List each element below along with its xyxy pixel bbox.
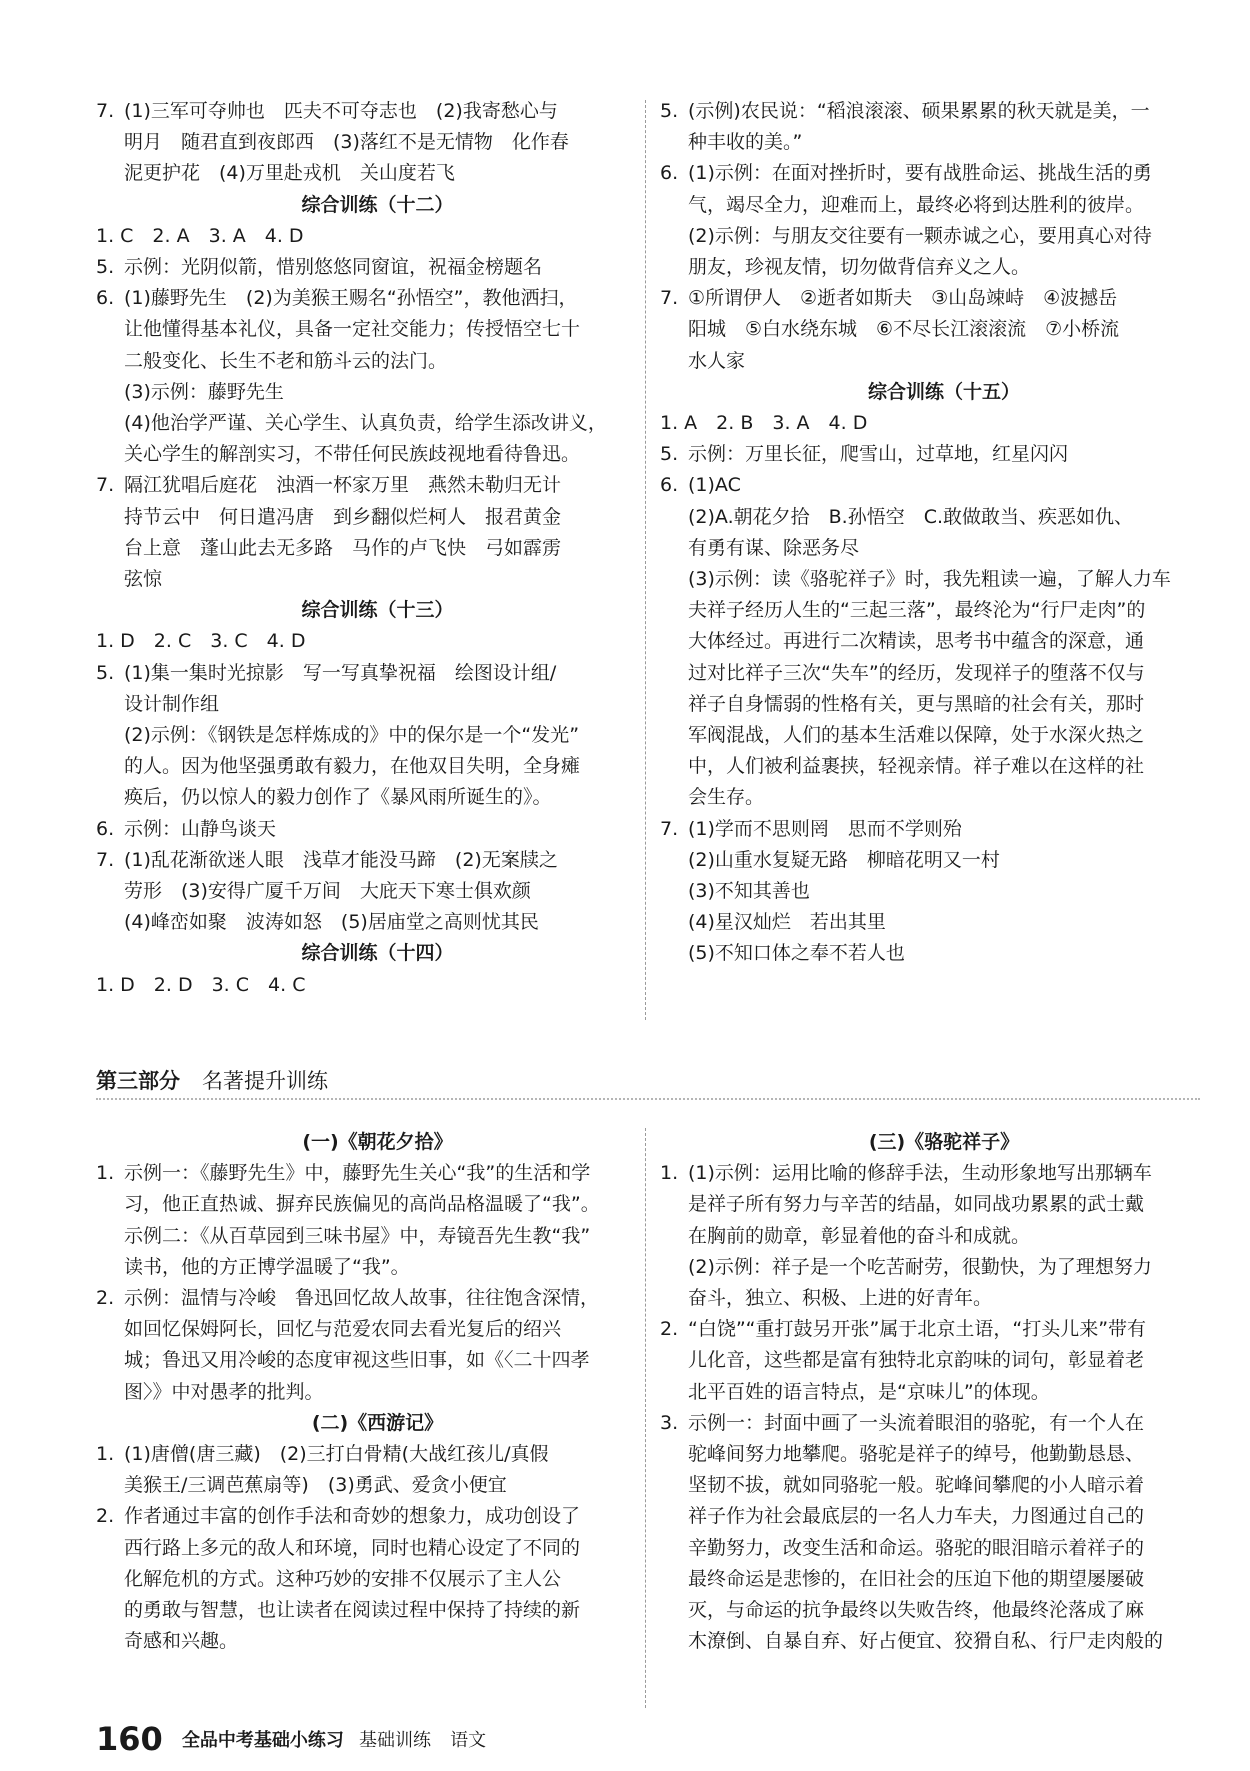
answer-line: 种丰收的美。” — [688, 131, 803, 154]
section-heading: 综合训练（十五） — [867, 380, 1020, 403]
answer-line: 明月 随君直到夜郎西 (3)落红不是无情物 化作春 — [124, 131, 569, 154]
answer-line: 示例二：《从百草园到三味书屋》中，寿镜吾先生教“我” — [124, 1224, 591, 1247]
answer-line: (2)A.朝花夕拾 B.孙悟空 C.敢做敢当、疾恶如仇、 — [688, 505, 1133, 528]
answer-line: (1)三军可夺帅也 匹夫不可夺志也 (2)我寄愁心与 — [124, 100, 558, 122]
answer-text: 示例：光阴似箭，惜别悠悠同窗谊，祝福金榜题名 — [124, 256, 543, 279]
answer-line: (1)示例：运用比喻的修辞手法，生动形象地写出那辆车 — [688, 1162, 1152, 1185]
answer-line: 会生存。 — [688, 786, 765, 809]
answer-line: 北平百姓的语言特点，是“京味儿”的体现。 — [688, 1380, 1050, 1403]
page-number: 160 — [96, 1720, 163, 1758]
answer-line: (1)唐僧(唐三藏) (2)三打白骨精(大战红孩儿/真假 — [124, 1443, 549, 1466]
answer-line: 如回忆保姆阿长，回忆与范爱农同去看光复后的绍兴 — [124, 1318, 562, 1341]
answer-line: (1)藤野先生 (2)为美猴王赐名“孙悟空”，教他洒扫， — [124, 287, 578, 310]
answer-item — [660, 96, 1200, 158]
answer-line: 大体经过。再进行二次精读，思考书中蕴含的深意，通 — [688, 630, 1145, 653]
answer-text — [688, 814, 1200, 970]
section-heading: 综合训练（十四） — [301, 942, 454, 965]
answer-line: (4)他治学严谨、关心学生、认真负责，给学生添改讲义， — [124, 412, 607, 435]
answer-line: 持节云中 何日遣冯唐 到乡翻似烂柯人 报君黄金 — [124, 505, 562, 528]
answer-line: (1)学而不思则罔 思而不学则殆 — [688, 817, 962, 840]
answer-line: 朋友，珍视友情，切勿做背信弃义之人。 — [688, 256, 1031, 279]
answer-line: 设计制作组 — [124, 692, 220, 715]
answer-line: 坚韧不拔，就如同骆驼一般。驼峰间攀爬的小人暗示着 — [688, 1474, 1145, 1497]
answer-number: 1. — [96, 1443, 115, 1466]
answer-choices: 1. D 2. C 3. C 4. D — [96, 630, 306, 653]
answer-number: 6. — [96, 817, 115, 840]
answer-item — [660, 1158, 1200, 1314]
answer-number: 5. — [660, 100, 679, 122]
answer-line: 习，他正直热诚、摒弃民族偏见的高尚品格温暖了“我”。 — [124, 1193, 600, 1216]
part-heading — [96, 1065, 328, 1095]
answer-item — [96, 845, 631, 939]
answer-text — [688, 470, 1200, 813]
answer-line: (3)示例：读《骆驼祥子》时，我先粗读一遍，了解人力车 — [688, 568, 1171, 591]
answer-line: 的人。因为他坚强勇敢有毅力，在他双目失明，全身瘫 — [124, 755, 581, 778]
answer-item — [660, 814, 1200, 970]
answer-line: (示例)农民说：“稻浪滚滚、硕果累累的秋天就是美，一 — [688, 100, 1150, 122]
answer-item — [96, 252, 631, 283]
answer-line: 关心学生的解剖实习，不带任何民族歧视地看待鲁迅。 — [124, 443, 581, 466]
answer-line: 军阀混战，人们的基本生活难以保障，处于水深火热之 — [688, 724, 1145, 747]
answer-line: 示例：温情与冷峻 鲁迅回忆故人故事，往往饱含深情， — [124, 1287, 600, 1310]
answer-line: (2)示例：与朋友交往要有一颗赤诚之心，要用真心对待 — [688, 224, 1152, 247]
answer-line: 西行路上多元的敌人和环境，同时也精心设定了不同的 — [124, 1536, 581, 1559]
answer-line: 辛勤努力，改变生活和命运。骆驼的眼泪暗示着祥子的 — [688, 1536, 1145, 1559]
answer-line: 祥子自身懦弱的性格有关，更与黑暗的社会有关，那时 — [688, 692, 1145, 715]
answer-line: 作者通过丰富的创作手法和奇妙的想象力，成功创设了 — [124, 1505, 581, 1528]
answer-line: 二般变化、长生不老和筋斗云的法门。 — [124, 349, 448, 372]
part-title: 名著提升训练 — [202, 1069, 328, 1093]
answer-line: 示例一：封面中画了一头流着眼泪的骆驼，有一个人在 — [688, 1411, 1145, 1434]
answer-item — [660, 439, 1200, 470]
answer-number: 1. — [96, 1162, 115, 1185]
answer-line: 木潦倒、自暴自弃、好占便宜、狡猾自私、行尸走肉般的 — [688, 1630, 1164, 1653]
answer-number: 5. — [96, 256, 115, 279]
answer-text — [124, 470, 631, 595]
subject-name: 语文 — [450, 1730, 487, 1751]
answer-number: 2. — [96, 1505, 115, 1528]
answer-line: 过对比祥子三次“失车”的经历，发现祥子的堕落不仅与 — [688, 661, 1145, 684]
answer-line: 图〉》中对愚孝的批判。 — [124, 1380, 324, 1403]
answer-item — [660, 1408, 1200, 1658]
answers-column-right-top — [660, 96, 1200, 970]
answer-line: 化解危机的方式。这种巧妙的安排不仅展示了主人公 — [124, 1567, 562, 1590]
answer-number: 7. — [660, 287, 679, 310]
answer-line: 美猴王/三调芭蕉扇等) (3)勇武、爱贪小便宜 — [124, 1474, 507, 1497]
answer-text — [124, 845, 631, 939]
answer-line: 驼峰间努力地攀爬。骆驼是祥子的绰号，他勤勤恳恳、 — [688, 1443, 1145, 1466]
answer-item — [660, 1314, 1200, 1408]
answer-item — [96, 96, 631, 190]
book-title: 全品中考基础小练习 — [181, 1730, 344, 1751]
answer-line: (4)星汉灿烂 若出其里 — [688, 911, 886, 934]
answers-column-left-top — [96, 96, 631, 1001]
answer-number: 1. — [660, 1162, 679, 1185]
answer-line: (1)乱花渐欲迷人眼 浅草才能没马蹄 (2)无案牍之 — [124, 848, 558, 871]
answer-line: 有勇有谋、除恶务尽 — [688, 536, 860, 559]
answer-text: 示例：万里长征，爬雪山，过草地，红星闪闪 — [688, 443, 1069, 466]
answer-line: (2)山重水复疑无路 柳暗花明又一村 — [688, 848, 1000, 871]
answer-item — [96, 1283, 631, 1408]
answer-text — [688, 96, 1200, 158]
section-heading: 综合训练（十三） — [301, 599, 454, 622]
answer-line: 灭，与命运的抗争最终以失败告终，他最终沦落成了麻 — [688, 1599, 1145, 1622]
answer-text: 示例：山静鸟谈天 — [124, 817, 277, 840]
answer-choices: 1. D 2. D 3. C 4. C — [96, 973, 306, 996]
section-heading: 综合训练（十二） — [301, 193, 454, 216]
answer-text — [124, 1501, 631, 1657]
answer-line: 中，人们被利益裹挟，轻视亲情。祥子难以在这样的社 — [688, 755, 1145, 778]
page-footer — [96, 1720, 486, 1758]
answers-column-right-bottom — [660, 1127, 1200, 1657]
answer-line: (1)集一集时光掠影 写一写真挚祝福 绘图设计组/ — [124, 661, 557, 684]
answer-line: 城；鲁迅又用冷峻的态度审视这些旧事，如《〈二十四孝 — [124, 1349, 590, 1372]
answer-text — [124, 1158, 631, 1283]
answer-text — [124, 283, 631, 470]
answer-item — [96, 1501, 631, 1657]
answer-item — [660, 283, 1200, 377]
answer-line: (4)峰峦如聚 波涛如怒 (5)居庙堂之高则忧其民 — [124, 911, 539, 934]
answer-line: (1)示例：在面对挫折时，要有战胜命运、挑战生活的勇 — [688, 162, 1152, 185]
answer-line: ①所谓伊人 ②逝者如斯夫 ③山岛竦峙 ④波撼岳 — [688, 287, 1118, 310]
answer-text — [688, 283, 1200, 377]
answer-line: 夫祥子经历人生的“三起三落”，最终沦为“行尸走肉”的 — [688, 599, 1146, 622]
answer-number: 7. — [660, 817, 679, 840]
answer-text — [124, 96, 631, 190]
answer-text — [124, 1439, 631, 1501]
answer-item — [96, 814, 631, 845]
answer-line: 儿化音，这些都是富有独特北京韵味的词句，彰显着老 — [688, 1349, 1145, 1372]
answer-item — [660, 158, 1200, 283]
answer-number: 6. — [660, 162, 679, 185]
answer-line: 最终命运是悲惨的，在旧社会的压迫下他的期望屡屡破 — [688, 1567, 1145, 1590]
book-heading: (二)《西游记》 — [311, 1411, 444, 1434]
answer-line: 是祥子所有努力与辛苦的结晶，如同战功累累的武士戴 — [688, 1193, 1145, 1216]
answer-text — [688, 1408, 1200, 1658]
answer-line: 奋斗，独立、积极、上进的好青年。 — [688, 1287, 993, 1310]
answer-number: 7. — [96, 848, 115, 871]
answer-number: 2. — [660, 1318, 679, 1341]
answer-line: 在胸前的勋章，彰显着他的奋斗和成就。 — [688, 1224, 1031, 1247]
answer-line: 劳形 (3)安得广厦千万间 大庇天下寒士俱欢颜 — [124, 880, 531, 903]
answer-text — [688, 158, 1200, 283]
answer-number: 2. — [96, 1287, 115, 1310]
answer-line: 水人家 — [688, 349, 746, 372]
answer-number: 7. — [96, 100, 115, 122]
answer-line: (3)示例：藤野先生 — [124, 380, 284, 403]
answer-number: 3. — [660, 1411, 679, 1434]
answer-line: (1)AC — [688, 474, 741, 497]
answer-item — [96, 1158, 631, 1283]
answer-line: 奇感和兴趣。 — [124, 1630, 239, 1653]
answer-line: 台上意 蓬山此去无多路 马作的卢飞快 弓如霹雳 — [124, 536, 562, 559]
answer-line: (3)不知其善也 — [688, 880, 810, 903]
answer-text — [124, 1283, 631, 1408]
answer-choices: 1. C 2. A 3. A 4. D — [96, 224, 304, 247]
answer-text — [688, 1158, 1200, 1314]
answer-line: 的勇敢与智慧，也让读者在阅读过程中保持了持续的新 — [124, 1599, 581, 1622]
answer-item — [96, 283, 631, 470]
answer-line: 阳城 ⑤白水绕东城 ⑥不尽长江滚滚流 ⑦小桥流 — [688, 318, 1120, 341]
answer-line: (2)示例：祥子是一个吃苦耐劳，很勤快，为了理想努力 — [688, 1255, 1152, 1278]
answer-number: 7. — [96, 474, 115, 497]
answer-number: 5. — [660, 443, 679, 466]
answer-line: (5)不知口体之奉不若人也 — [688, 942, 905, 965]
book-heading: (一)《朝花夕拾》 — [302, 1131, 453, 1153]
answers-column-left-bottom — [96, 1127, 631, 1657]
answer-line: 祥子作为社会最底层的一名人力车夫，力图通过自己的 — [688, 1505, 1145, 1528]
answer-line: 隔江犹唱后庭花 浊酒一杯家万里 燕然未勒归无计 — [124, 474, 562, 497]
book-heading: (三)《骆驼祥子》 — [868, 1131, 1020, 1153]
answer-line: 弦惊 — [124, 568, 163, 591]
answer-line: (2)示例：《钢铁是怎样炼成的》中的保尔是一个“发光” — [124, 724, 580, 747]
answer-line: 泥更护花 (4)万里赴戎机 关山度若飞 — [124, 162, 455, 185]
column-divider — [645, 100, 646, 1020]
section-divider — [96, 1098, 1200, 1100]
answer-number: 5. — [96, 661, 115, 684]
answer-choices: 1. A 2. B 3. A 4. D — [660, 412, 868, 435]
answer-item — [660, 470, 1200, 813]
answer-line: 痪后，仍以惊人的毅力创作了《暴风雨所诞生的》。 — [124, 786, 552, 809]
answer-line: 让他懂得基本礼仪，具备一定社交能力；传授悟空七十 — [124, 318, 581, 341]
answer-line: 读书，他的方正博学温暖了“我”。 — [124, 1255, 410, 1278]
series-name: 基础训练 — [358, 1730, 431, 1751]
answer-line: “白饶”“重打鼓另开张”属于北京土语，“打头儿来”带有 — [688, 1318, 1147, 1341]
answer-number: 6. — [96, 287, 115, 310]
answer-text — [124, 658, 631, 814]
answer-item — [96, 658, 631, 814]
part-label: 第三部分 — [96, 1069, 180, 1093]
column-divider — [645, 1128, 646, 1708]
answer-item — [96, 470, 631, 595]
answer-text — [688, 1314, 1200, 1408]
answer-item — [96, 1439, 631, 1501]
answer-line: 示例一：《藤野先生》中，藤野先生关心“我”的生活和学 — [124, 1162, 591, 1185]
answer-number: 6. — [660, 474, 679, 497]
answer-line: 气，竭尽全力，迎难而上，最终必将到达胜利的彼岸。 — [688, 193, 1145, 216]
